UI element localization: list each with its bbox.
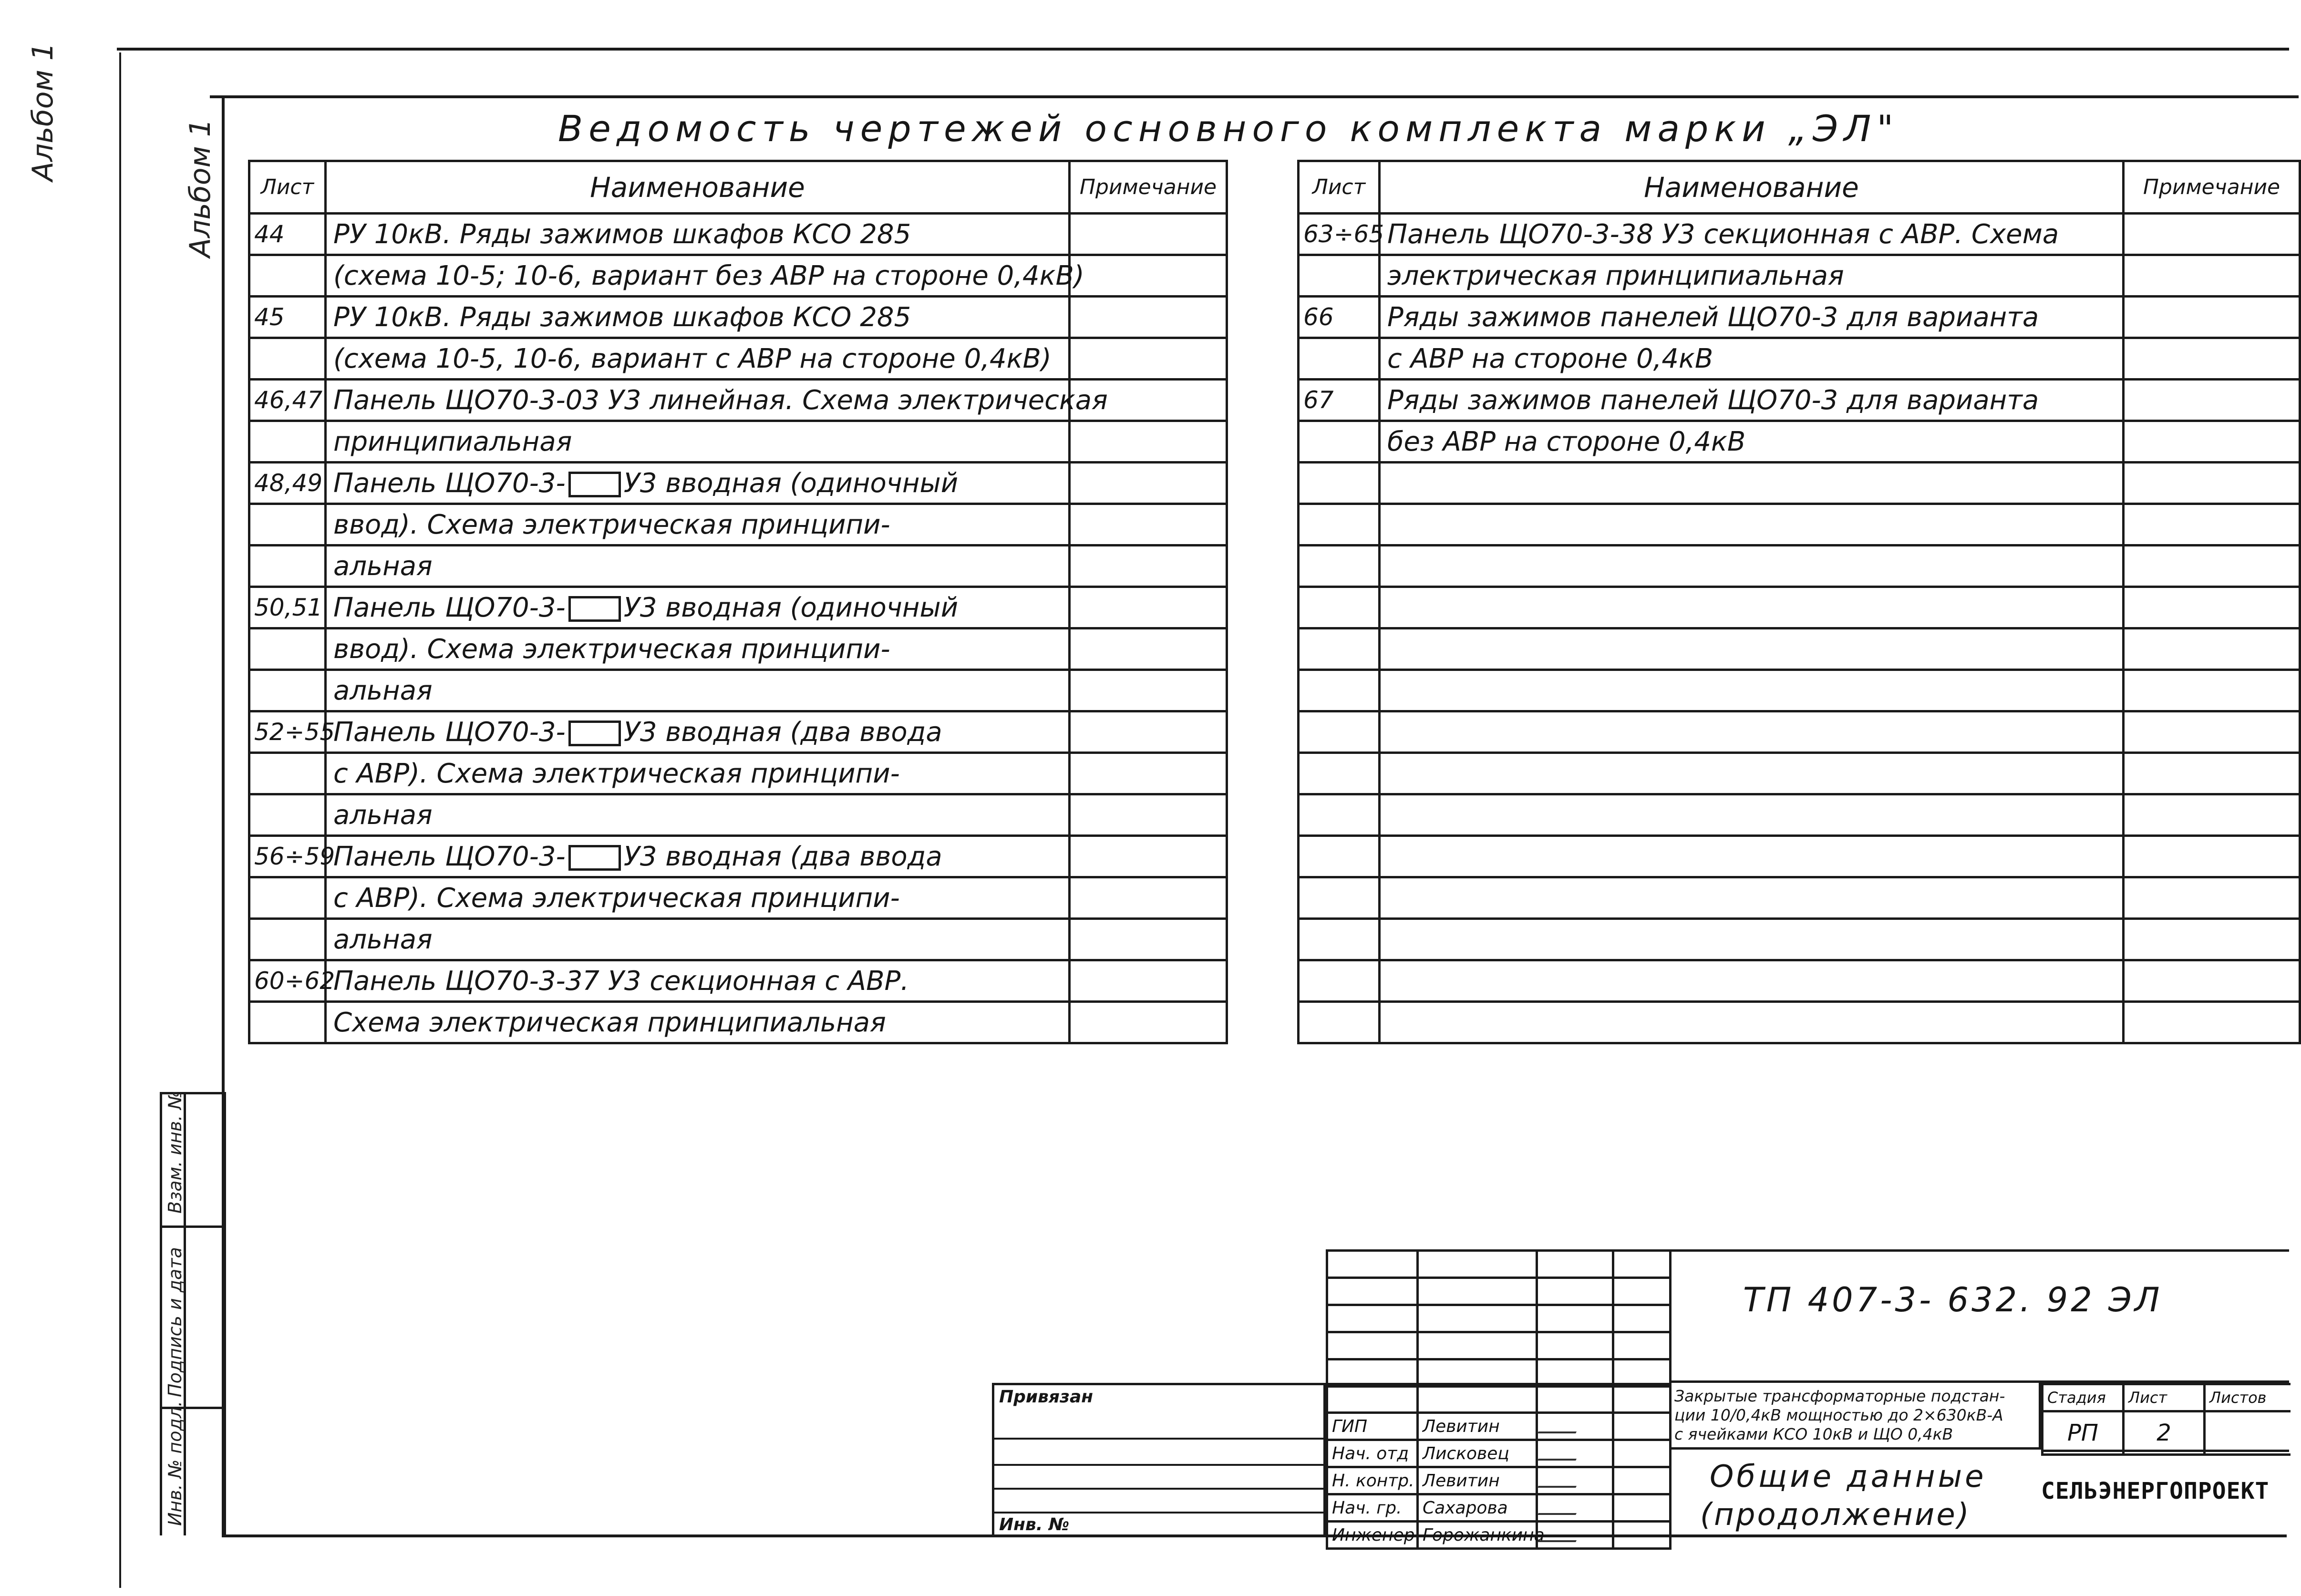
left-table-name-cell: ввод). Схема электрическая принципи-: [326, 504, 1070, 546]
left-table-sheet-cell: 48,49: [249, 463, 326, 504]
right-table-row: [1299, 1002, 2300, 1043]
right-table-note-cell: [2124, 1002, 2300, 1043]
right-table-note-cell: [2124, 504, 2300, 546]
left-table-note-cell: [1070, 753, 1227, 794]
left-table-note-cell: [1070, 504, 1227, 546]
right-table-row: [1299, 711, 2300, 753]
right-table-sheet-cell: [1299, 836, 1380, 877]
blank-box-icon: [568, 596, 621, 622]
right-table-note-cell: [2124, 753, 2300, 794]
sheet-label: Лист: [2124, 1384, 2205, 1411]
margin-left-line: [119, 52, 121, 1588]
left-table-note-cell: [1070, 546, 1227, 587]
right-table-note-cell: [2124, 877, 2300, 919]
left-table-name-cell: Схема электрическая принципиальная: [326, 1002, 1070, 1043]
left-table-name-cell: (схема 10-5; 10-6, вариант без АВР на стороне 0,4кВ): [326, 255, 1070, 297]
left-table-sheet-cell: [249, 919, 326, 960]
left-header-note: Примечание: [1070, 161, 1227, 214]
staff-signature: [1537, 1494, 1613, 1522]
left-table-note-cell: [1070, 919, 1227, 960]
left-table-sheet-cell: [249, 421, 326, 463]
left-table-row: [249, 255, 1227, 297]
staff-signature: [1537, 1440, 1613, 1467]
left-table-name-cell: альная: [326, 919, 1070, 960]
description-line-1: Закрытые трансформаторные подстан-: [1674, 1387, 2005, 1405]
right-table-name-cell: [1380, 628, 2124, 670]
right-table-note-cell: [2124, 960, 2300, 1002]
description-line-3: с ячейками КСО 10кВ и ЩО 0,4кВ: [1674, 1425, 1953, 1443]
right-table-sheet-cell: 63÷65: [1299, 214, 1380, 255]
right-table-note-cell: [2124, 794, 2300, 836]
left-table-name-cell: РУ 10кВ. Ряды зажимов шкафов КСО 285: [326, 297, 1070, 338]
right-table-row: [1299, 380, 2300, 421]
left-table-sheet-cell: [249, 794, 326, 836]
left-table-note-cell: [1070, 670, 1227, 711]
left-table-name-pre: Панель ЩО70-3-: [333, 841, 566, 872]
signature-icon: [1537, 1415, 1584, 1433]
left-table-row: [249, 214, 1227, 255]
stage-label: Стадия: [2043, 1384, 2124, 1411]
left-table-sheet-cell: [249, 753, 326, 794]
left-table-row: [249, 877, 1227, 919]
right-table-sheet-cell: [1299, 628, 1380, 670]
right-table-sheet-cell: [1299, 546, 1380, 587]
staff-signature: [1537, 1413, 1613, 1440]
right-table-name-cell: без АВР на стороне 0,4кВ: [1380, 421, 2124, 463]
right-table-note-cell: [2124, 463, 2300, 504]
right-table-note-cell: [2124, 297, 2300, 338]
right-table-sheet-cell: [1299, 670, 1380, 711]
right-table-row: [1299, 421, 2300, 463]
staff-date: [1613, 1413, 1671, 1440]
blank-box-icon: [568, 721, 621, 746]
revision-grid: [1326, 1249, 1672, 1388]
left-table-note-cell: [1070, 255, 1227, 297]
staff-role: Н. контр.: [1327, 1467, 1418, 1494]
left-table-sheet-cell: 60÷62: [249, 960, 326, 1002]
right-table-note-cell: [2124, 338, 2300, 380]
sheet-title-box: [1669, 1450, 2041, 1535]
left-table-header: [249, 161, 1227, 214]
stamp-strip-left: [224, 1092, 226, 1535]
right-table-name-cell: [1380, 960, 2124, 1002]
right-table-name-cell: [1380, 836, 2124, 877]
right-table-row: [1299, 463, 2300, 504]
left-table-name-post: У3 вводная (два ввода: [623, 716, 942, 748]
right-table-row: [1299, 255, 2300, 297]
right-table-sheet-cell: [1299, 794, 1380, 836]
right-table-name-cell: [1380, 711, 2124, 753]
left-table-note-cell: [1070, 587, 1227, 628]
right-table-sheet-cell: 66: [1299, 297, 1380, 338]
left-table-name-post: У3 вводная (два ввода: [623, 841, 942, 872]
staff-name: Левитин: [1418, 1467, 1537, 1494]
left-table-row: [249, 546, 1227, 587]
left-table-row: [249, 711, 1227, 753]
right-table-row: [1299, 877, 2300, 919]
right-table-row: [1299, 960, 2300, 1002]
left-table-name-cell: альная: [326, 794, 1070, 836]
right-header-note: Примечание: [2124, 161, 2300, 214]
right-table-note-cell: [2124, 836, 2300, 877]
signature-icon: [1537, 1497, 1584, 1515]
left-table-sheet-cell: [249, 1002, 326, 1043]
left-table-name-cell: РУ 10кВ. Ряды зажимов шкафов КСО 285: [326, 214, 1070, 255]
left-table-sheet-cell: [249, 546, 326, 587]
left-table-row: [249, 587, 1227, 628]
right-table-row: [1299, 546, 2300, 587]
org-box: [2041, 1450, 2289, 1535]
staff-date: [1613, 1440, 1671, 1467]
staff-name: Сахарова: [1418, 1494, 1537, 1522]
staff-row: [1327, 1467, 1671, 1494]
right-table-sheet-cell: [1299, 587, 1380, 628]
side-podpis-data: Подпись и дата: [165, 1247, 186, 1397]
right-table-sheet-cell: [1299, 421, 1380, 463]
right-table-name-cell: электрическая принципиальная: [1380, 255, 2124, 297]
left-table-sheet-cell: 52÷55: [249, 711, 326, 753]
staff-role: Инженер: [1327, 1522, 1418, 1549]
left-header-sheet: Лист: [249, 161, 326, 214]
left-table-sheet-cell: 56÷59: [249, 836, 326, 877]
left-table-row: [249, 628, 1227, 670]
staff-role: ГИП: [1327, 1413, 1418, 1440]
frame-top-outer-line: [210, 95, 2299, 98]
left-drawings-table: [248, 160, 1228, 1044]
right-table-row: [1299, 214, 2300, 255]
left-table-name-cell: [326, 463, 1070, 504]
right-table-note-cell: [2124, 421, 2300, 463]
staff-row: [1327, 1522, 1671, 1549]
right-table-sheet-cell: [1299, 753, 1380, 794]
right-table-note-cell: [2124, 711, 2300, 753]
privyazan-label: Привязан: [999, 1387, 1094, 1407]
right-table-row: [1299, 836, 2300, 877]
left-table-note-cell: [1070, 628, 1227, 670]
right-table-row: [1299, 919, 2300, 960]
right-table-sheet-cell: [1299, 338, 1380, 380]
left-table-row: [249, 463, 1227, 504]
left-table-row: [249, 338, 1227, 380]
left-table-name-cell: Панель ЩО70-3-37 У3 секционная с АВР.: [326, 960, 1070, 1002]
stage-value: РП: [2043, 1411, 2124, 1455]
right-table-row: [1299, 587, 2300, 628]
left-table-name-cell: принципиальная: [326, 421, 1070, 463]
right-table-name-cell: Ряды зажимов панелей ЩО70-3 для варианта: [1380, 297, 2124, 338]
left-table-note-cell: [1070, 214, 1227, 255]
right-table-name-cell: [1380, 877, 2124, 919]
description-line-2: ции 10/0,4кВ мощностью до 2×630кВ-А: [1674, 1406, 2003, 1424]
staff-table: [1326, 1383, 1672, 1550]
left-header-name: Наименование: [326, 161, 1070, 214]
left-table-row: [249, 670, 1227, 711]
left-table-row: [249, 421, 1227, 463]
right-table-name-cell: [1380, 1002, 2124, 1043]
left-table-note-cell: [1070, 1002, 1227, 1043]
right-table-note-cell: [2124, 628, 2300, 670]
right-table-sheet-cell: [1299, 919, 1380, 960]
left-table-note-cell: [1070, 960, 1227, 1002]
privyazan-box: [992, 1383, 1326, 1535]
right-table-sheet-cell: [1299, 255, 1380, 297]
left-table-row: [249, 794, 1227, 836]
page-title: Ведомость чертежей основного комплекта марки „ЭЛ": [558, 107, 1899, 150]
left-table-name-pre: Панель ЩО70-3-: [333, 592, 566, 623]
right-table-sheet-cell: [1299, 960, 1380, 1002]
right-table-name-cell: Ряды зажимов панелей ЩО70-3 для варианта: [1380, 380, 2124, 421]
left-table-row: [249, 380, 1227, 421]
signature-icon: [1537, 1524, 1584, 1542]
code-box: [1669, 1249, 2289, 1383]
description-box: [1669, 1383, 2041, 1450]
right-table-name-cell: [1380, 919, 2124, 960]
signature-icon: [1537, 1442, 1584, 1461]
right-table-row: [1299, 794, 2300, 836]
left-table-sheet-cell: [249, 255, 326, 297]
left-table-note-cell: [1070, 297, 1227, 338]
side-vzam-inv: Взам. инв. №: [165, 1090, 186, 1214]
right-table-sheet-cell: 67: [1299, 380, 1380, 421]
stage-table: [2041, 1383, 2291, 1456]
staff-role: Нач. отд: [1327, 1440, 1418, 1467]
right-table-row: [1299, 504, 2300, 546]
left-table-row: [249, 504, 1227, 546]
side-album-outer: Альбом 1: [26, 42, 60, 181]
staff-row: [1327, 1494, 1671, 1522]
right-table-note-cell: [2124, 546, 2300, 587]
left-table-note-cell: [1070, 877, 1227, 919]
left-table-sheet-cell: [249, 504, 326, 546]
right-table-sheet-cell: [1299, 1002, 1380, 1043]
stamp-strip-sep1: [160, 1225, 224, 1228]
staff-date: [1613, 1467, 1671, 1494]
frame-top-line: [117, 48, 2289, 51]
staff-date: [1613, 1494, 1671, 1522]
stamp-strip-right: [160, 1092, 162, 1535]
left-table-note-cell: [1070, 836, 1227, 877]
left-table-sheet-cell: [249, 877, 326, 919]
blank-box-icon: [568, 472, 621, 497]
right-table-name-cell: [1380, 546, 2124, 587]
right-table-note-cell: [2124, 587, 2300, 628]
left-table-sheet-cell: [249, 628, 326, 670]
left-table-note-cell: [1070, 794, 1227, 836]
left-table-sheet-cell: [249, 338, 326, 380]
staff-name: Лисковец: [1418, 1440, 1537, 1467]
left-table-name-pre: Панель ЩО70-3-: [333, 467, 566, 499]
staff-role: Нач. гр.: [1327, 1494, 1418, 1522]
staff-row: [1327, 1440, 1671, 1467]
left-table-sheet-cell: 45: [249, 297, 326, 338]
left-table-name-cell: альная: [326, 546, 1070, 587]
right-table-name-cell: Панель ЩО70-3-38 У3 секционная с АВР. Схема: [1380, 214, 2124, 255]
left-table-name-cell: [326, 587, 1070, 628]
signature-icon: [1537, 1470, 1584, 1488]
left-table-sheet-cell: 50,51: [249, 587, 326, 628]
left-table-name-pre: Панель ЩО70-3-: [333, 716, 566, 748]
side-inv-podl: Инв. № подл.: [165, 1400, 186, 1526]
staff-signature: [1537, 1522, 1613, 1549]
right-table-name-cell: [1380, 753, 2124, 794]
left-table-note-cell: [1070, 463, 1227, 504]
right-table-sheet-cell: [1299, 463, 1380, 504]
document-code: ТП 407-3- 632. 92 ЭЛ: [1743, 1280, 2163, 1319]
left-table-name-cell: Панель ЩО70-3-03 У3 линейная. Схема электрическая: [326, 380, 1070, 421]
title-block: [992, 1249, 2289, 1545]
right-table-sheet-cell: [1299, 877, 1380, 919]
right-table-row: [1299, 628, 2300, 670]
left-table-note-cell: [1070, 711, 1227, 753]
left-table-name-post: У3 вводная (одиночный: [623, 467, 959, 499]
staff-row: [1327, 1413, 1671, 1440]
right-table-note-cell: [2124, 380, 2300, 421]
left-table-name-cell: (схема 10-5, 10-6, вариант с АВР на стороне 0,4кВ): [326, 338, 1070, 380]
left-table-name-cell: с АВР). Схема электрическая принципи-: [326, 753, 1070, 794]
left-table-name-cell: с АВР). Схема электрическая принципи-: [326, 877, 1070, 919]
right-header-sheet: Лист: [1299, 161, 1380, 214]
right-table-header: [1299, 161, 2300, 214]
sheet-title-1: Общие данные: [1710, 1459, 1987, 1494]
left-table-name-cell: [326, 711, 1070, 753]
side-album-inner: Альбом 1: [184, 119, 217, 257]
left-table-row: [249, 1002, 1227, 1043]
right-table-row: [1299, 297, 2300, 338]
left-table-name-post: У3 вводная (одиночный: [623, 592, 959, 623]
left-table-sheet-cell: 46,47: [249, 380, 326, 421]
left-table-note-cell: [1070, 338, 1227, 380]
right-table-name-cell: [1380, 504, 2124, 546]
right-header-name: Наименование: [1380, 161, 2124, 214]
left-table-row: [249, 960, 1227, 1002]
sheets-label: Листов: [2205, 1384, 2291, 1411]
right-table-row: [1299, 753, 2300, 794]
staff-date: [1613, 1522, 1671, 1549]
left-table-row: [249, 753, 1227, 794]
right-table-row: [1299, 670, 2300, 711]
left-table-note-cell: [1070, 421, 1227, 463]
staff-signature: [1537, 1467, 1613, 1494]
left-table-sheet-cell: 44: [249, 214, 326, 255]
right-table-note-cell: [2124, 214, 2300, 255]
blank-box-icon: [568, 845, 621, 871]
right-table-name-cell: [1380, 670, 2124, 711]
right-table-note-cell: [2124, 255, 2300, 297]
right-table-note-cell: [2124, 919, 2300, 960]
right-table-name-cell: [1380, 794, 2124, 836]
right-table-sheet-cell: [1299, 711, 1380, 753]
left-table-row: [249, 836, 1227, 877]
right-drawings-table: [1297, 160, 2301, 1044]
left-table-sheet-cell: [249, 670, 326, 711]
left-table-row: [249, 919, 1227, 960]
org-name: СЕЛЬЭНЕРГОПРОЕКТ: [2041, 1478, 2270, 1504]
left-table-name-cell: альная: [326, 670, 1070, 711]
left-table-row: [249, 297, 1227, 338]
staff-name: Горожанкина: [1418, 1522, 1537, 1549]
left-table-name-cell: [326, 836, 1070, 877]
right-table-row: [1299, 338, 2300, 380]
right-table-sheet-cell: [1299, 504, 1380, 546]
left-table-name-cell: ввод). Схема электрическая принципи-: [326, 628, 1070, 670]
right-table-name-cell: [1380, 587, 2124, 628]
right-table-name-cell: [1380, 463, 2124, 504]
sheet-title-2: (продолжение): [1700, 1497, 1971, 1533]
inv-no-label: Инв. №: [999, 1515, 1070, 1534]
right-table-note-cell: [2124, 670, 2300, 711]
staff-name: Левитин: [1418, 1413, 1537, 1440]
sheet-value: 2: [2124, 1411, 2205, 1455]
right-table-name-cell: с АВР на стороне 0,4кВ: [1380, 338, 2124, 380]
